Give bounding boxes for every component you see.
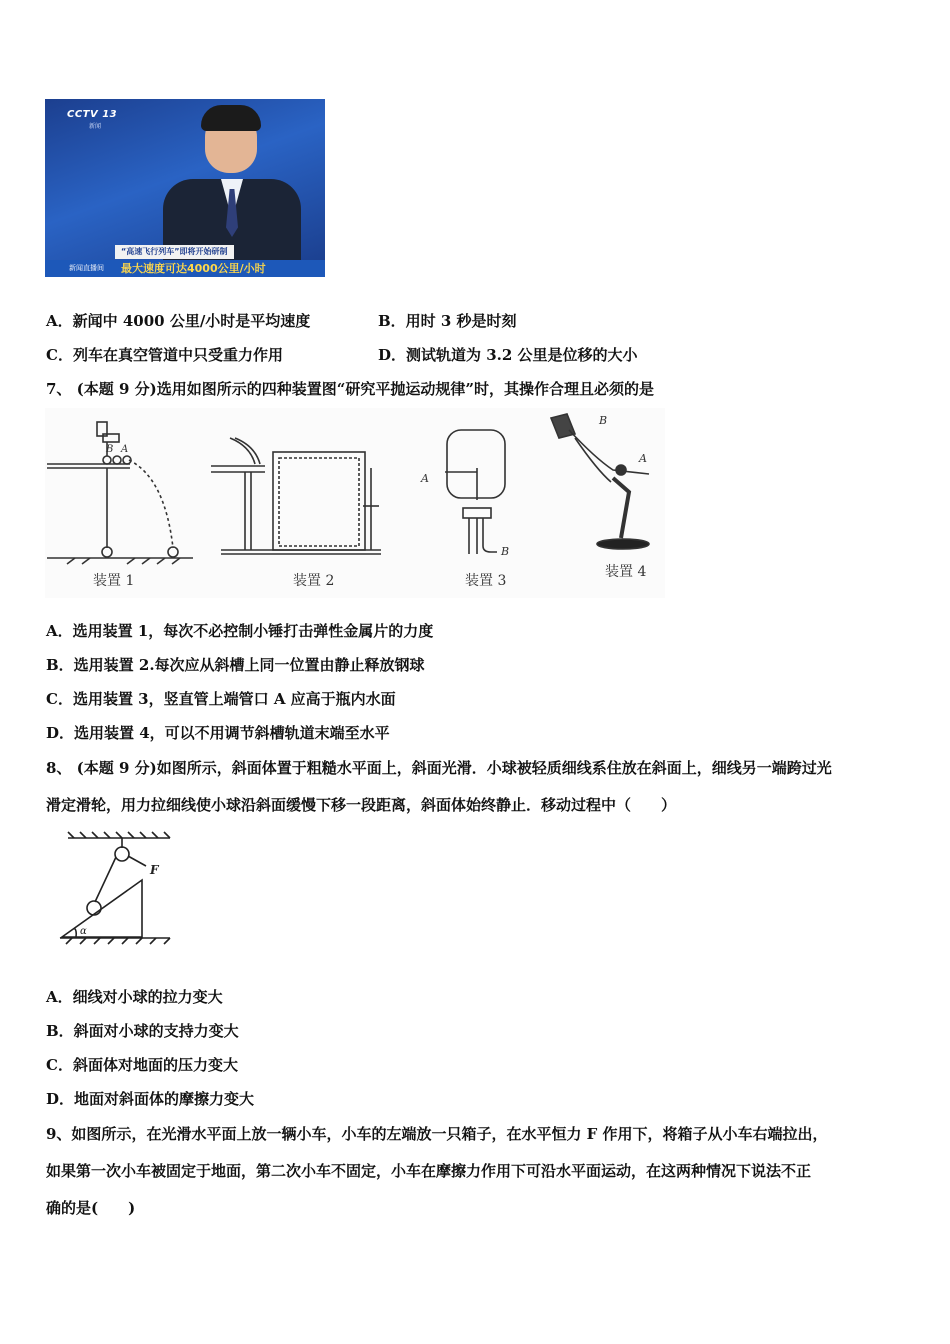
device-3-label-b: B — [501, 545, 510, 558]
news-caption-small: “高速飞行列车”即将开始研制 — [115, 245, 234, 259]
q7-devices-svg — [45, 408, 665, 598]
q8-option-a: A．细线对小球的拉力变大 — [46, 988, 223, 1006]
q7-devices-figure — [45, 408, 665, 598]
q8-option-c: C．斜面体对地面的压力变大 — [46, 1056, 238, 1074]
q6-option-row-2 — [46, 345, 638, 365]
device-1-label-a: A — [121, 444, 129, 455]
q6-option-c: C．列车在真空管道中只受重力作用 — [46, 346, 283, 364]
q7-option-c: C．选用装置 3，竖直管上端管口 A 应高于瓶内水面 — [46, 690, 396, 708]
q8-angle-label: α — [80, 926, 87, 937]
q9-line-3: 确的是( ) — [46, 1199, 136, 1217]
cctv-logo: CCTV 13 — [67, 109, 118, 120]
q8-incline-svg — [58, 830, 178, 946]
device-4-caption: 装置 4 — [605, 564, 647, 580]
device-3-label-a: A — [421, 472, 429, 485]
q7-option-b: B．选用装置 2.每次应从斜槽上同一位置由静止释放钢球 — [46, 656, 425, 674]
news-broadcast-image — [45, 99, 325, 277]
q8-force-label: F — [150, 863, 159, 877]
q6-option-row-1 — [46, 311, 517, 331]
device-4-label-b: B — [599, 414, 608, 427]
cctv-logo-sub: 新闻 — [89, 123, 102, 130]
q8-option-d: D．地面对斜面体的摩擦力变大 — [46, 1090, 255, 1108]
device-1-label-b: B — [106, 444, 114, 455]
q9-line-2: 如果第一次小车被固定于地面，第二次小车不固定，小车在摩擦力作用下可沿水平面运动，在这两种情况下说法不正 — [46, 1162, 812, 1180]
q9-line-1: 9、如图所示，在光滑水平面上放一辆小车，小车的左端放一只箱子，在水平恒力 F 作用下，将箱子从小车右端拉出， — [46, 1125, 828, 1143]
q7-option-a: A．选用装置 1，每次不必控制小锤打击弹性金属片的力度 — [46, 622, 434, 640]
device-2-caption: 装置 2 — [293, 573, 335, 589]
q8-option-b: B．斜面对小球的支持力变大 — [46, 1022, 239, 1040]
q6-option-a: A．新闻中 4000 公里/小时是平均速度 — [46, 312, 311, 330]
device-4-label-a: A — [639, 452, 647, 465]
q6-option-d: D．测试轨道为 3.2 公里是位移的大小 — [378, 346, 638, 364]
q8-stem-line-2: 滑定滑轮，用力拉细线使小球沿斜面缓慢下移一段距离，斜面体始终静止．移动过程中（ ） — [46, 796, 677, 814]
q7-stem: 7、 (本题 9 分)选用如图所示的四种装置图“研究平抛运动规律”时，其操作合理且必须的是 — [46, 380, 654, 398]
device-1-caption: 装置 1 — [93, 573, 135, 589]
q8-stem-line-1: 8、 (本题 9 分)如图所示，斜面体置于粗糙水平面上，斜面光滑．小球被轻质细线系住放在斜面上，细线另一端跨过光 — [46, 759, 832, 777]
q8-incline-figure — [58, 830, 178, 946]
device-3-caption: 装置 3 — [465, 573, 507, 589]
news-caption-tag: 新闻直播间 — [69, 264, 104, 272]
news-caption-main: 最大速度可达4000公里/小时 — [121, 262, 266, 275]
anchor-hair — [201, 105, 261, 131]
q7-option-d: D．选用装置 4，可以不用调节斜槽轨道末端至水平 — [46, 724, 390, 742]
q6-option-b: B．用时 3 秒是时刻 — [378, 312, 517, 330]
